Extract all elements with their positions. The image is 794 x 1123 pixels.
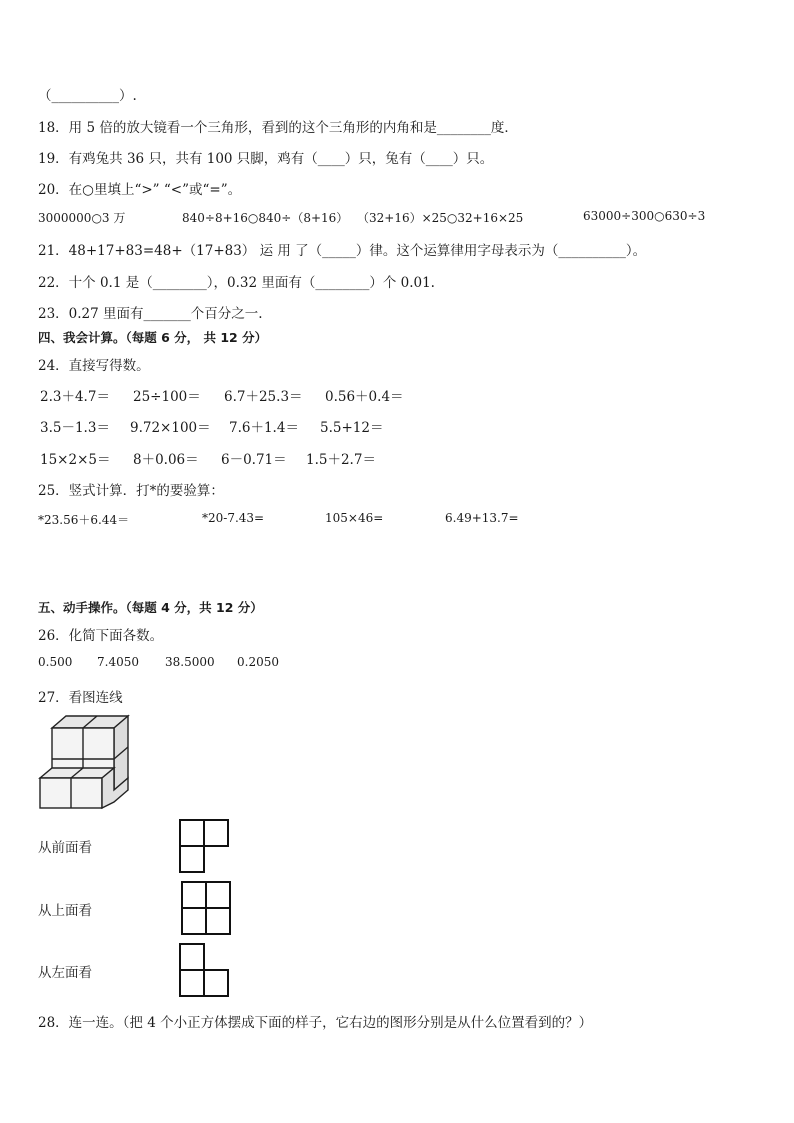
- section-5-heading: 五、动手操作。（每题 4 分，共 12 分）: [38, 600, 263, 615]
- q25-item: *20-7.43=: [202, 511, 265, 525]
- q20-item: 63000÷300○630÷3: [583, 209, 706, 223]
- q24-cell: 3.5－1.3＝: [40, 420, 110, 436]
- q25-item: *23.56＋6.44＝: [38, 513, 130, 527]
- q20-item: 3000000○3 万: [38, 211, 126, 225]
- q26-item: 7.4050: [97, 655, 139, 669]
- q24-cell: 8＋0.06＝: [133, 452, 199, 468]
- q24-cell: 6.7＋25.3＝: [224, 389, 303, 405]
- q24-cell: 7.6＋1.4＝: [229, 420, 299, 436]
- q26-item: 0.500: [38, 655, 73, 669]
- question-28: 28．连一连。（把 4 个小正方体摆成下面的样子，它右边的图形分别是从什么位置看到的？）: [38, 1015, 593, 1031]
- q24-cell: 0.56＋0.4＝: [325, 389, 404, 405]
- q26-item: 0.2050: [237, 655, 279, 669]
- view-label-top: 从上面看: [38, 903, 92, 919]
- question-24: 24．直接写得数。: [38, 358, 150, 374]
- q24-cell: 9.72×100＝: [130, 420, 211, 436]
- q20-item: （32+16）×25○32+16×25: [357, 211, 524, 225]
- q24-cell: 5.5+12＝: [320, 420, 384, 436]
- q24-cell: 6－0.71＝: [221, 452, 287, 468]
- q24-cell: 1.5＋2.7＝: [306, 452, 376, 468]
- question-21: 21．48+17+83=48+（17+83） 运 用 了（_____）律。这个运算律用字母表示为（__________）。: [38, 243, 647, 259]
- view-shape-b: [180, 880, 232, 936]
- q17-continuation: （__________）.: [38, 88, 137, 104]
- section-4-heading: 四、我会计算。（每题 6 分， 共 12 分）: [38, 330, 268, 345]
- q24-cell: 25÷100＝: [133, 389, 201, 405]
- question-25: 25．竖式计算．打*的要验算：: [38, 483, 224, 499]
- view-label-front: 从前面看: [38, 840, 92, 856]
- q25-item: 6.49+13.7=: [445, 511, 519, 525]
- view-shape-c: [178, 942, 230, 998]
- question-27: 27．看图连线: [38, 690, 123, 706]
- view-label-left: 从左面看: [38, 965, 92, 981]
- q25-item: 105×46=: [325, 511, 384, 525]
- q24-cell: 2.3＋4.7＝: [40, 389, 110, 405]
- q24-cell: 15×2×5＝: [40, 452, 111, 468]
- question-22: 22．十个 0.1 是（________），0.32 里面有（________）个 0.01.: [38, 275, 435, 291]
- question-19: 19．有鸡兔共 36 只，共有 100 只脚，鸡有（____）只，兔有（____）只。: [38, 151, 494, 167]
- q26-item: 38.5000: [165, 655, 215, 669]
- question-20: 20．在○里填上“>” “<”或“=”。: [38, 182, 242, 198]
- cube-stack-figure: [36, 712, 132, 810]
- q20-item: 840÷8+16○840÷（8+16）: [182, 211, 349, 225]
- question-23: 23．0.27 里面有_______个百分之一.: [38, 306, 263, 322]
- question-26: 26．化简下面各数。: [38, 628, 164, 644]
- question-18: 18．用 5 倍的放大镜看一个三角形，看到的这个三角形的内角和是________度．: [38, 120, 518, 136]
- view-shape-a: [178, 818, 230, 874]
